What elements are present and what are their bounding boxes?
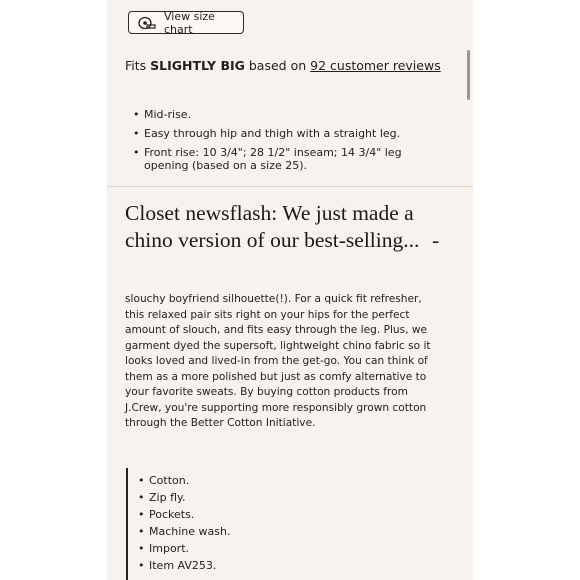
section-divider <box>107 186 473 187</box>
list-item: • Front rise: 10 3/4"; 28 1/2" inseam; 14 3/4" leg opening (based on a size 25). <box>133 146 433 172</box>
fit-middle: based on <box>248 58 307 73</box>
view-size-chart-label: View size chart <box>164 9 215 36</box>
fit-summary <box>125 58 441 73</box>
measuring-tape-icon <box>138 16 156 30</box>
list-item: • Machine wash. <box>138 523 230 540</box>
product-headline <box>125 200 445 254</box>
fit-specs-list <box>133 108 433 178</box>
scrollbar-thumb[interactable] <box>467 50 470 100</box>
list-item: • Import. <box>138 540 230 557</box>
product-description: slouchy boyfriend silhouette(!). For a quick fit refresher, this relaxed pair sits right on your hips for the perfect amount of slouch, and fits easy through the leg. Plus, we garment dyed the supersoft, lightweight chino fabric so it looks loved and lived-in from the get-go. You can think of them as a more polished but just as comfy alternative to your favorite sweats. By buying cotton products from J.Crew, you're supporting more responsibly grown cotton through the Better Cotton Initiative. <box>125 293 431 429</box>
fit-prefix: Fits <box>125 58 147 73</box>
view-size-chart-button[interactable] <box>128 11 244 34</box>
list-item: • Cotton. <box>138 472 230 489</box>
list-item: • Zip fly. <box>138 489 230 506</box>
list-item: • Pockets. <box>138 506 230 523</box>
fit-value: SLIGHTLY BIG <box>150 58 245 73</box>
headline-text: Closet newsflash: We just made a chino version of our best-selling... <box>125 201 420 252</box>
product-features <box>126 468 230 580</box>
list-item: • Easy through hip and thigh with a straight leg. <box>133 127 433 140</box>
customer-reviews-link[interactable]: 92 customer reviews <box>310 58 441 73</box>
list-item: • Mid-rise. <box>133 108 433 121</box>
product-details-panel <box>107 0 473 580</box>
list-item: • Item AV253. <box>138 557 230 574</box>
headline-dash: - <box>432 228 440 252</box>
